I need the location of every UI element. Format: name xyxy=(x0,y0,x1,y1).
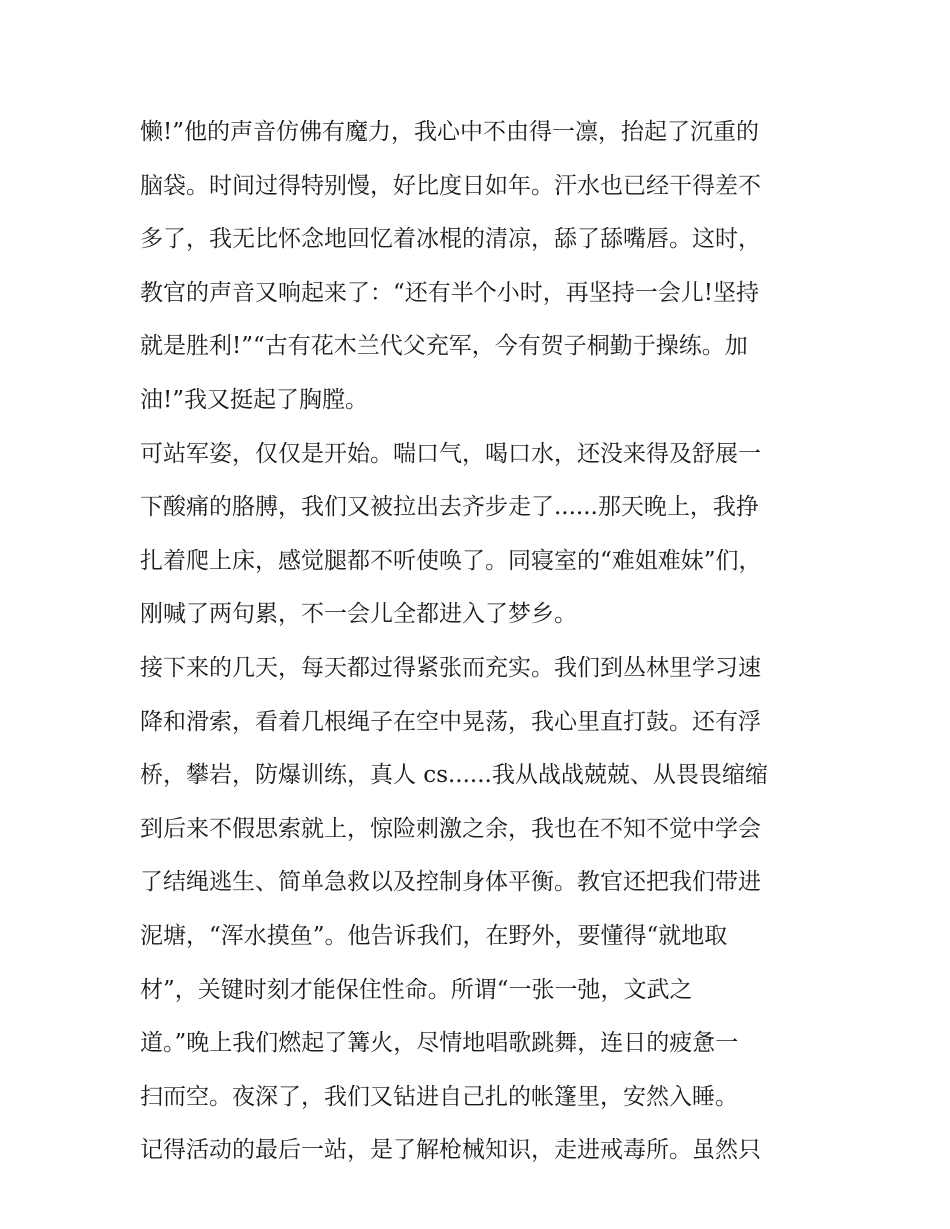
text-line: 扫而空。夜深了，我们又钻进自己扎的帐篷里，安然入睡。 xyxy=(140,1083,738,1110)
text-line: 懒!”他的声音仿佛有魔力，我心中不由得一凛，抬起了沉重的 xyxy=(140,119,760,145)
text-line: 记得活动的最后一站，是了解枪械知识，走进戒毒所。虽然只 xyxy=(140,1137,761,1164)
text-line: 油!”我又挺起了胸膛。 xyxy=(140,386,369,413)
text-line: 泥塘，“浑水摸鱼”。他告诉我们，在野外，要懂得“就地取 xyxy=(140,922,728,949)
text-line: 桥，攀岩，防爆训练，真人 cs......我从战战兢兢、从畏畏缩缩 xyxy=(140,762,768,789)
text-line: 材”，关键时刻才能保住性命。所谓“一张一弛，文武之 xyxy=(140,976,693,1003)
text-line: 道。”晚上我们燃起了篝火，尽情地唱歌跳舞，连日的疲惫一 xyxy=(140,1030,739,1057)
text-line: 了结绳逃生、简单急救以及控制身体平衡。教官还把我们带进 xyxy=(140,869,761,896)
text-line: 下酸痛的胳膊，我们又被拉出去齐步走了......那天晚上，我挣 xyxy=(140,494,759,521)
text-line: 可站军姿，仅仅是开始。喘口气，喝口水，还没来得及舒展一 xyxy=(140,440,761,467)
text-line: 脑袋。时间过得特别慢，好比度日如年。汗水也已经干得差不 xyxy=(140,172,761,199)
body-text xyxy=(140,106,830,1178)
text-line: 教官的声音又响起来了：“还有半个小时，再坚持一会儿!坚持 xyxy=(140,279,760,306)
text-line: 到后来不假思索就上，惊险刺激之余，我也在不知不觉中学会 xyxy=(140,815,761,842)
text-line: 就是胜利!”“古有花木兰代父充军，今有贺子桐勤于操练。加 xyxy=(140,333,748,360)
text-line: 扎着爬上床，感觉腿都不听使唤了。同寝室的“难姐难妹”们， xyxy=(140,547,762,574)
text-line: 降和滑索，看着几根绳子在空中晃荡，我心里直打鼓。还有浮 xyxy=(140,708,761,735)
text-line: 多了，我无比怀念地回忆着冰棍的清凉，舔了舔嘴唇。这时， xyxy=(140,226,761,253)
text-line: 刚喊了两句累，不一会儿全都进入了梦乡。 xyxy=(140,601,577,628)
text-line: 接下来的几天，每天都过得紧张而充实。我们到丛林里学习速 xyxy=(140,654,761,681)
